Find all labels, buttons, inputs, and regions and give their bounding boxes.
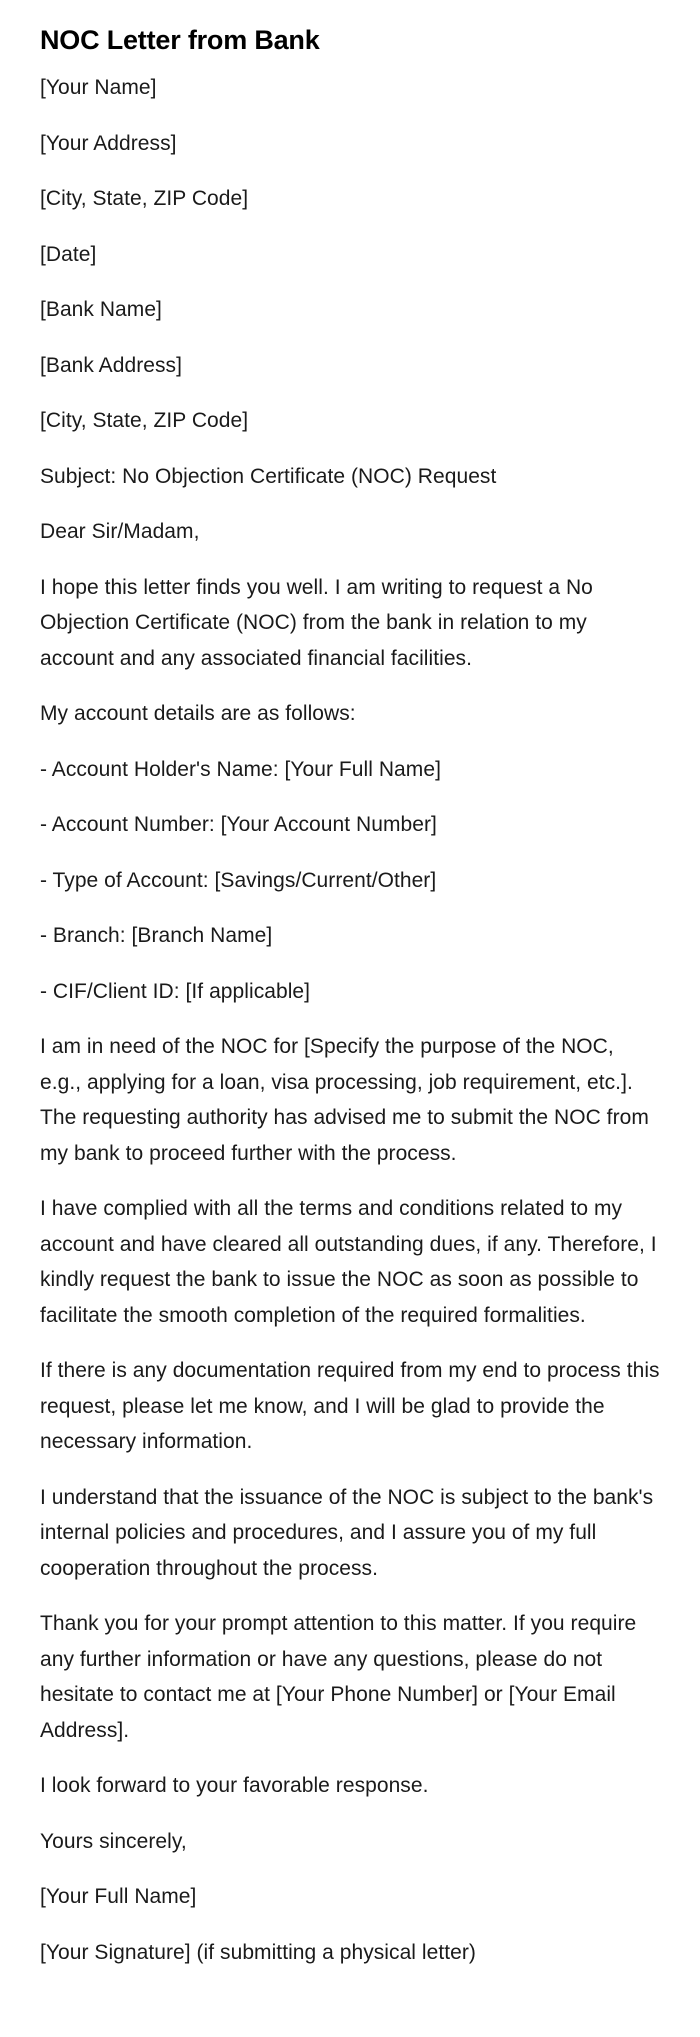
bank-name: [Bank Name] bbox=[40, 298, 162, 321]
bank-address: [Bank Address] bbox=[40, 353, 182, 377]
documentation-paragraph: If there is any documentation required from my end to process this request, please let me know, and I will be glad to provide the necessary information. bbox=[40, 1359, 660, 1453]
salutation: Dear Sir/Madam, bbox=[40, 520, 200, 543]
compliance-paragraph: I have complied with all the terms and conditions related to my account and have cleared all outstanding dues, if any. Therefore, I kindly request the bank to issue the NOC as soon as possible to facilitate the smooth completion of the required formalities. bbox=[40, 1197, 657, 1327]
detail-account-number: - Account Number: [Your Account Number] bbox=[40, 813, 437, 836]
sender-city-state-zip: [City, State, ZIP Code] bbox=[40, 187, 249, 210]
signer-full-name: [Your Full Name] bbox=[40, 1885, 197, 1908]
purpose-paragraph: I am in need of the NOC for [Specify the purpose of the NOC, e.g., applying for a loan, visa processing, job requirement, etc.]. The requesting authority has advised me to submit the NOC from my bank to proceed further with the process. bbox=[40, 1035, 649, 1165]
letter-date: [Date] bbox=[40, 242, 97, 266]
details-heading: My account details are as follows: bbox=[40, 702, 356, 725]
policy-paragraph: I understand that the issuance of the NOC is subject to the bank's internal policies and procedures, and I assure you of my full cooperation throughout the process. bbox=[40, 1485, 654, 1580]
detail-branch: - Branch: [Branch Name] bbox=[40, 924, 273, 947]
thanks-paragraph: Thank you for your prompt attention to this matter. If you require any further information or have any questions, please do not hesitate to contact me at [Your Phone Number] or [Your Email Address]. bbox=[40, 1612, 637, 1742]
sender-address: [Your Address] bbox=[40, 131, 177, 155]
subject-line: Subject: No Objection Certificate (NOC) Request bbox=[40, 464, 497, 488]
sender-name: [Your Name] bbox=[40, 76, 157, 99]
sign-off: Yours sincerely, bbox=[40, 1829, 187, 1853]
detail-cif-client-id: - CIF/Client ID: [If applicable] bbox=[40, 979, 311, 1003]
signature-line: [Your Signature] (if submitting a physical letter) bbox=[40, 1940, 476, 1964]
closing-line: I look forward to your favorable response. bbox=[40, 1774, 429, 1797]
detail-account-holder: - Account Holder's Name: [Your Full Name] bbox=[40, 757, 441, 781]
letter-page bbox=[40, 0, 660, 1970]
detail-account-type: - Type of Account: [Savings/Current/Other] bbox=[40, 868, 437, 892]
page-title: NOC Letter from Bank bbox=[40, 25, 320, 55]
intro-paragraph: I hope this letter finds you well. I am writing to request a No Objection Certificate (NOC) from the bank in relation to my account and any associated financial facilities. bbox=[40, 575, 593, 670]
bank-city-state-zip: [City, State, ZIP Code] bbox=[40, 409, 249, 432]
